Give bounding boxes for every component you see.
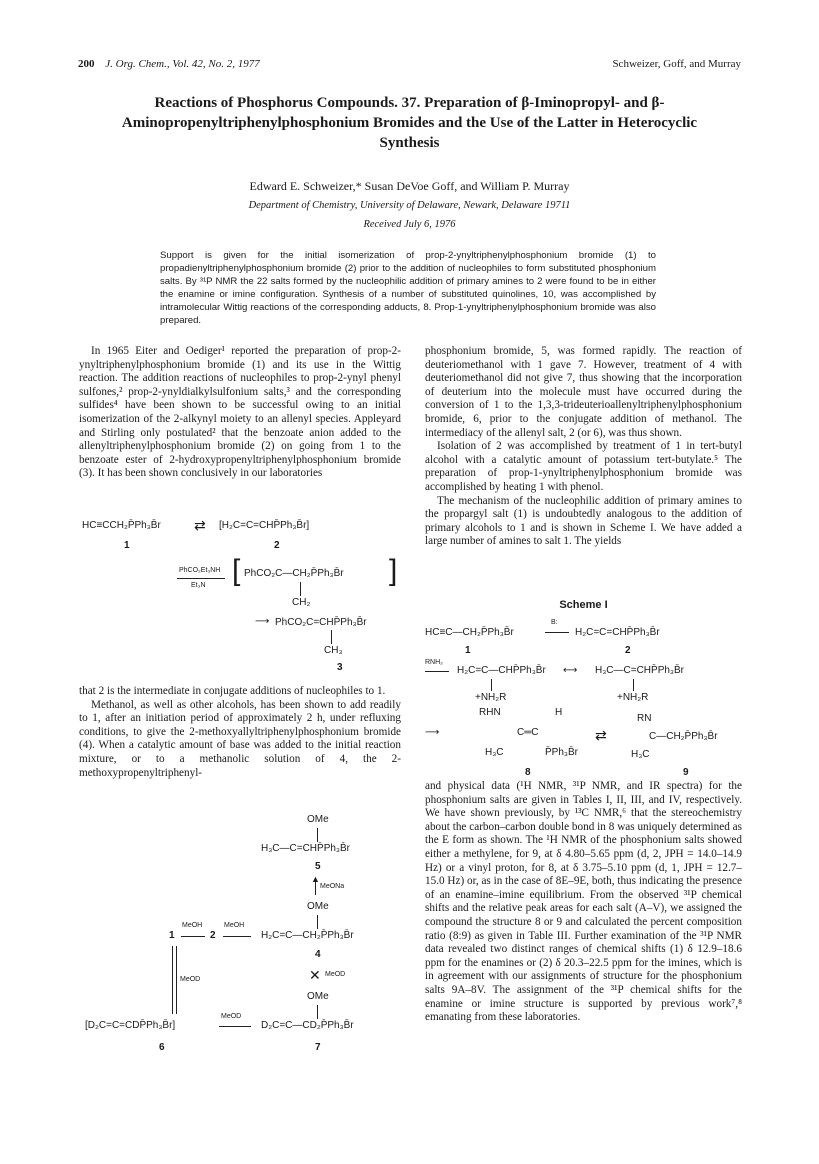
compound-label: 4 — [315, 949, 321, 960]
paragraph: and physical data (¹H NMR, ³¹P NMR, and IR spectra) for the phosphonium salts are given in Tables I, II, III, and IV, respectively. We have shown previously, by ¹³C NMR,⁶ that the stereochemistry about the carbon–carbon double bond in 8 was uniquely determined as the E form as shown. The ¹H NMR of the phosphonium salts showed either a methylene, for 9, at δ 4.80–5.65 ppm (d, 2, JPH = 14.0–14.9 Hz) or a vinyl proton, for 8, at δ 3.75–5.10 ppm (d, 1, JPH = 12.7–15.0 Hz) or, as in the case of 8E–9E, both, thus indicating the presence of an enamine–imine equilibrium. From the observed ³¹P chemical shifts and the relative peak areas for each salt (A–V), we assigned the compound the structure 8 or 9 and calculated the percent composition ratio (8:9) as given in Table III. Further examination of the ³¹P NMR data revealed two distinct ranges of chemical shifts (1) δ 12.9–18.6 ppm for the enamines or (2) δ 20.3–22.5 ppm for the imines, which is in agreement with our assignments of structure for the phosphonium salts 9A–8V. The assignment of the ³¹P chemical shifts for the enamine or imine structure is supported by previous work⁷,⁸ emanating from these laboratories. — [425, 780, 742, 1024]
bracket-right: ] — [389, 554, 398, 587]
resonance-arrow: ⟷ — [563, 665, 578, 676]
affiliation: Department of Chemistry, University of Delaware, Newark, Delaware 19711 — [248, 200, 571, 211]
bond — [331, 630, 332, 644]
reagent: MeONa — [320, 883, 345, 890]
reaction-arrow — [425, 671, 449, 672]
compound-label: 2 — [210, 930, 216, 941]
phosphonium: P̄Ph₃B̄r — [545, 747, 578, 758]
reagent: RNH₂ — [425, 659, 443, 666]
bond — [317, 828, 318, 842]
page-number: 200 — [78, 58, 95, 70]
header-left — [78, 58, 260, 70]
compound-2: H₂C=C=CHP̄Ph₃B̄r — [575, 627, 660, 638]
compound-label: 5 — [315, 861, 321, 872]
reagent: MeOH — [182, 922, 203, 929]
bracket-left: [ — [232, 554, 241, 587]
scheme-title: Scheme I — [559, 599, 608, 611]
product-3: PhCO₂C=CHP̄Ph₃B̄r — [275, 617, 367, 628]
paragraph: The mechanism of the nucleophilic addition of primary amines to the propargyl salt (1) is undoubtedly analogous to the addition of primary alcohols to 1 and is shown in Scheme I. We have added a large number of amines to salt 1. The yields — [425, 494, 742, 548]
equilibrium-arrow: ⇄ — [194, 517, 206, 533]
intermediate-a: H₂C=C—CHP̄Ph₃B̄r — [457, 665, 546, 676]
abstract: Support is given for the initial isomerization of prop-2-ynyltriphenylphosphonium bromide (1) to propadienyltriphenylphosphonium bromide (2) prior to the addition of nucleophiles to form substituted phosphonium salts. By ³¹P NMR the 22 salts formed by the nucleophilic addition of primary amines to 2 were found to be in either the enamine or imine configuration. Synthesis of a number of substituted quinolines, 10, was accomplished by intramolecular Wittig reactions of the corresponding adducts, 8. Prop-1-ynyltriphenylphosphonium bromide was also prepared. — [160, 250, 656, 326]
methoxy: OMe — [307, 901, 329, 912]
paragraph: In 1965 Eiter and Oediger¹ reported the preparation of prop-2-ynyltriphenylphosphonium bromide (1) and its use in the Wittig reaction. The addition reactions of nucleophiles to prop-2-ynyl phenyl sulfones,² prop-2-ynyldialkylsulfonium salts,³ and the corresponding sulfides⁴ have been shown to be successful owing to an initial isomerization of the 2-alkynyl moiety to an allenyl species. Appleyard and Stirling only postulated² that the benzoate anion added to the allenyltriphenylphosphonium bromide (2) on going from 1 to the benzoate ester of 2-hydroxypropenyltriphenylphosphonium bromide (3). It has been shown conclusively in our laboratories — [79, 345, 401, 480]
arrow-head: ▲ — [311, 874, 320, 884]
amine: RHN — [479, 707, 501, 718]
author-list: Edward E. Schweizer,* Susan DeVoe Goff, and William P. Murray — [249, 179, 570, 193]
product-arrow: ⟶ — [425, 727, 440, 738]
compound-label: 3 — [337, 662, 343, 673]
compound-1: HC≡C—CH₂P̄Ph₃B̄r — [425, 627, 514, 638]
left-column-top — [79, 345, 401, 481]
methyl: H₃C — [485, 747, 504, 758]
compound-label: 8 — [525, 767, 531, 778]
methoxy: OMe — [307, 991, 329, 1002]
compound-label: 2 — [625, 645, 631, 656]
bond — [633, 679, 634, 691]
header-authors: Schweizer, Goff, and Murray — [612, 58, 741, 70]
intermediate-b: H₃C—C=CHP̄Ph₃B̄r — [595, 665, 684, 676]
equilibrium-arrow: ⇄ — [595, 727, 607, 743]
paragraph: that 2 is the intermediate in conjugate additions of nucleophiles to 1. — [79, 685, 386, 697]
product-arrow: ⟶ — [255, 616, 270, 627]
reagent: PhCO₂Et₃NH — [179, 567, 221, 574]
reaction-arrow — [177, 578, 225, 579]
paragraph: Methanol, as well as other alcohols, has been shown to add readily to 1, after an initiation period of approximately 2 h, under refluxing conditions, to give the 2-methoxyallyltriphenylphosphonium bromide (4). When a catalytic amount of base was added to the initial reaction mixture, or to a methanolic solution of 4, the 2-methoxypropenyltriphenyl- — [79, 698, 401, 779]
received-date: Received July 6, 1976 — [363, 219, 456, 230]
reaction-arrow — [181, 936, 205, 937]
scheme-methanol — [79, 806, 401, 1076]
reagent: Et₃N — [191, 582, 206, 589]
scheme-benzoate — [79, 510, 401, 680]
bond — [317, 915, 318, 929]
double-bond: C═C — [517, 727, 539, 738]
compound-5: H₃C—C=CHP̄Ph₃B̄r — [261, 843, 350, 854]
bond — [300, 582, 301, 596]
methoxy: OMe — [307, 814, 329, 825]
propargyl-salt: HC≡CCH₂P̄Ph₃B̄r — [82, 520, 161, 531]
compound-label: 1 — [124, 540, 130, 551]
methyl: CH₃ — [324, 645, 343, 656]
reaction-arrow — [223, 936, 251, 937]
compound-6: [D₂C=C=CDP̄Ph₃B̄r] — [85, 1020, 176, 1031]
compound-label: 1 — [465, 645, 471, 656]
bond — [317, 1005, 318, 1019]
reagent: MeOD — [325, 971, 346, 978]
methyl: H₃C — [631, 749, 650, 760]
compound-label: 7 — [315, 1042, 321, 1053]
reaction-arrow-vertical — [172, 946, 173, 1014]
journal-citation: J. Org. Chem., Vol. 42, No. 2, 1977 — [105, 58, 260, 70]
compound-label: 2 — [274, 540, 280, 551]
base: B: — [551, 619, 558, 626]
compound-label: 1 — [169, 930, 175, 941]
left-column-mid — [79, 685, 401, 780]
reagent: MeOD — [180, 976, 201, 983]
right-column-bottom — [425, 780, 742, 1025]
imine-carbon: C—CH₂P̄Ph₃B̄r — [649, 731, 718, 742]
reaction-arrow-vertical — [176, 946, 177, 1014]
imine: RN — [637, 713, 652, 724]
methylene: CH₂ — [292, 597, 311, 608]
scheme-1 — [425, 615, 742, 790]
hydrogen: H — [555, 707, 563, 718]
reaction-arrow — [219, 1026, 251, 1027]
compound-label: 9 — [683, 767, 689, 778]
ammonium: +NH₂R — [617, 692, 649, 703]
compound-label: 6 — [159, 1042, 165, 1053]
intermediate: PhCO₂C—CH₂P̄Ph₃B̄r — [244, 568, 344, 579]
article-title: Reactions of Phosphorus Compounds. 37. Preparation of β-Iminopropyl- and β-Aminopropenyltriphenylphosphonium Bromides and the Use of the Latter in Heterocyclic Synthesis — [121, 95, 698, 151]
reaction-arrow — [545, 632, 569, 633]
paragraph: Isolation of 2 was accomplished by treatment of 1 in tert-butyl alcohol with a catalytic amount of potassium tert-butylate.⁵ The preparation of prop-1-ynyltriphenylphosphonium bromide was accomplished by heating 1 with phenol. — [425, 440, 742, 493]
blocked-arrow: ✕ — [309, 967, 321, 983]
paragraph: phosphonium bromide, 5, was formed rapidly. The reaction of deuteriomethanol with 1 gave 7. However, treatment of 4 with deuteriomethanol did not give 7, thus showing that the incorporation of deuterium into the molecule must have occurred during the conversion of 1 to the 1,3,3-trideuterioallenyltriphenylphosphonium bromide, 6, prior to the conjugate addition of methanol. The intermediacy of the allenyl salt, 2 (or 6), was thus shown. — [425, 345, 742, 439]
bond — [491, 679, 492, 691]
allenyl-salt: [H₂C=C=CHP̄Ph₃B̄r] — [219, 520, 310, 531]
reagent: MeOD — [221, 1013, 242, 1020]
right-column-top — [425, 345, 742, 549]
reagent: MeOH — [224, 922, 245, 929]
ammonium: +NH₂R — [475, 692, 507, 703]
compound-7: D₂C=C—CD₂P̄Ph₃B̄r — [261, 1020, 354, 1031]
compound-4: H₂C=C—CH₂P̄Ph₃B̄r — [261, 930, 354, 941]
